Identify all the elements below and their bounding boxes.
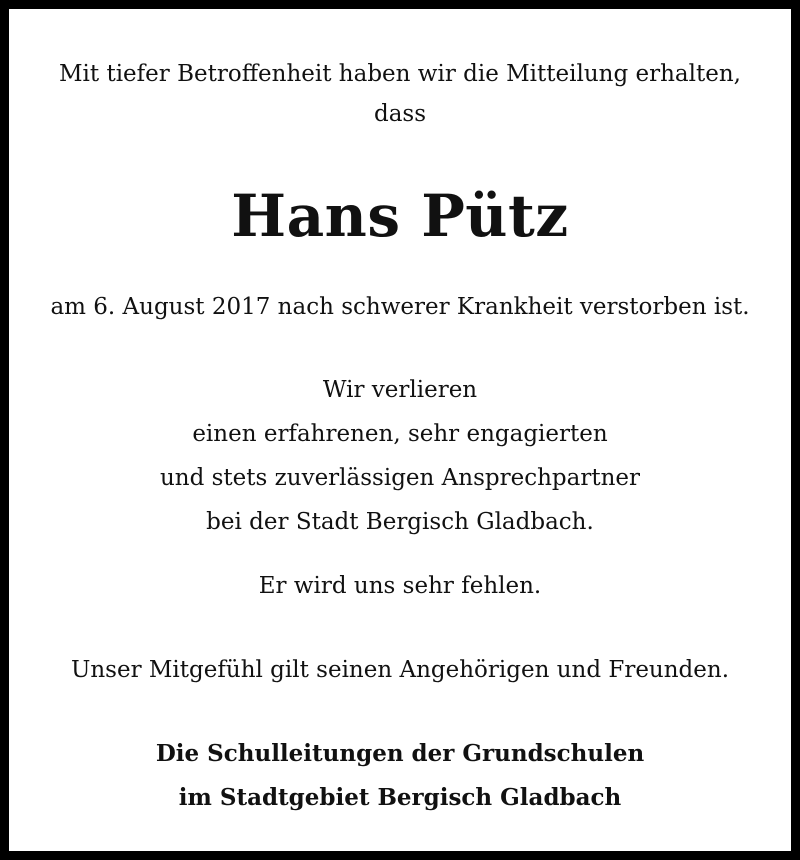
signature-line: im Stadtgebiet Bergisch Gladbach: [178, 784, 622, 811]
sympathy-line: Unser Mitgefühl gilt seinen Angehörigen und Freunden.: [70, 657, 730, 683]
intro-line-2: dass: [373, 101, 427, 127]
tribute-line: und stets zuverlässigen Ansprechpartner: [159, 465, 641, 491]
tribute-line: einen erfahrenen, sehr engagierten: [192, 421, 608, 447]
missed-line: Er wird uns sehr fehlen.: [258, 573, 542, 599]
signature-line: Die Schulleitungen der Grundschulen: [155, 740, 645, 767]
deceased-name: Hans Pütz: [231, 182, 569, 250]
tribute-line: bei der Stadt Bergisch Gladbach.: [206, 509, 594, 535]
intro-line-1: Mit tiefer Betroffenheit haben wir die Mitteilung erhalten,: [59, 61, 741, 87]
tribute-line: Wir verlieren: [322, 377, 478, 403]
death-date-line: am 6. August 2017 nach schwerer Krankheit verstorben ist.: [50, 294, 750, 320]
